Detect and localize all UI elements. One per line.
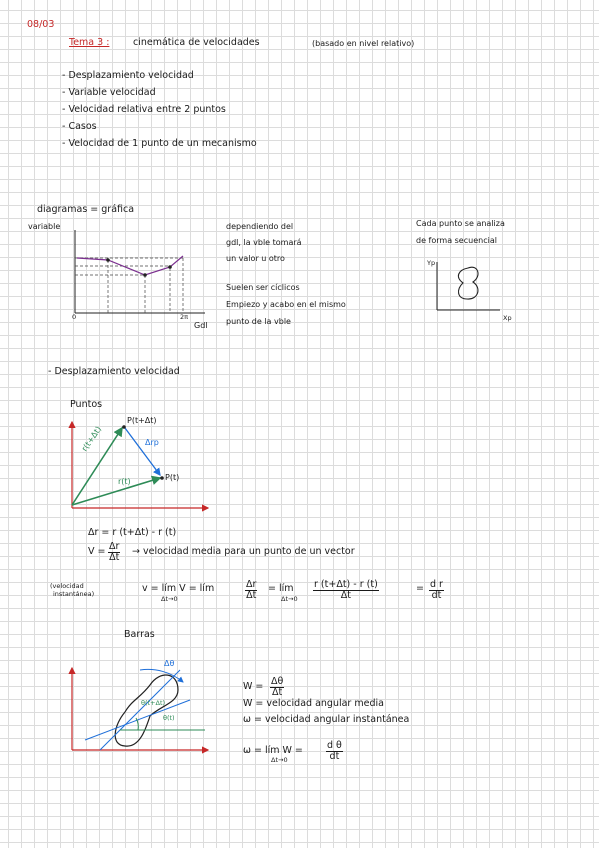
inst-v-eq: v = lím V = lím — [142, 583, 215, 594]
barras-heading: Barras — [124, 629, 155, 640]
right-note: Cada punto se analiza — [416, 219, 505, 228]
section2-heading: - Desplazamiento velocidad — [48, 366, 180, 377]
inst-d-den: dt — [431, 589, 442, 601]
topic-item: - Velocidad de 1 punto de un mecanismo — [62, 138, 257, 149]
two-pi-tick: 2π — [180, 313, 189, 321]
w-den: Δt — [272, 686, 283, 698]
eq-delta-r: Δr = r (t+Δt) - r (t) — [88, 527, 177, 538]
cycles-note: punto de la vble — [226, 317, 291, 326]
eq-v-note: → velocidad media para un punto de un vector — [132, 546, 355, 557]
cycles-note: Suelen ser cíclicos — [226, 283, 300, 292]
vector-r-t-dt: r(t+Δt) — [80, 424, 104, 454]
topic-item: - Casos — [62, 121, 97, 132]
origin-label: 0 — [72, 313, 77, 321]
topic-item: - Desplazamiento velocidad — [62, 70, 194, 81]
right-note: de forma secuencial — [416, 236, 497, 245]
page-title: cinemática de velocidades — [133, 37, 260, 48]
topic-item: - Velocidad relativa entre 2 puntos — [62, 104, 226, 115]
w-num: Δθ — [271, 676, 284, 687]
y-axis-label: variable — [28, 222, 61, 231]
point-p-t: P(t) — [165, 473, 180, 482]
yp-label: Yp — [427, 259, 436, 267]
inst-lim-sub-2: Δt→0 — [281, 595, 298, 603]
diagram-desc: un valor u otro — [226, 254, 285, 263]
w-fraction — [270, 677, 284, 698]
inst-big-den: Δt — [340, 589, 351, 601]
eq-v-den: Δt — [109, 551, 120, 563]
inst-eq-lim: = lím — [268, 583, 294, 594]
eq-v-lhs: V = — [88, 546, 106, 557]
theta-t-dt-label: θ(t+Δt) — [141, 699, 166, 707]
diagram-desc: dependiendo del — [226, 222, 294, 231]
point-p-t-dt: P(t+Δt) — [127, 416, 157, 425]
delta-rp-label: Δrp — [145, 438, 159, 447]
w-lhs: W = — [243, 681, 264, 692]
w-derivative-fraction — [326, 741, 343, 762]
w-inst-def: ω = velocidad angular instantánea — [243, 714, 410, 725]
w-d-num: d θ — [327, 740, 342, 751]
tema-label: Tema 3 : — [69, 37, 110, 48]
inst-big-num: r (t+Δt) - r (t) — [314, 579, 378, 590]
xp-label: Xp — [503, 314, 512, 322]
x-axis-label: Gdl — [194, 321, 208, 330]
diagram-heading: diagramas = gráfica — [37, 204, 135, 215]
inst-lim-sub: Δt→0 — [161, 595, 178, 603]
inst-frac-den: Δt — [246, 589, 257, 601]
w-lim-eq: ω = lím W = — [243, 745, 303, 756]
inst-label: (velocidad — [50, 582, 84, 590]
w-media-def: W = velocidad angular media — [243, 698, 384, 709]
title-note: (basado en nivel relativo) — [312, 39, 415, 48]
inst-equals: = — [416, 583, 424, 594]
eq-v-num: Δr — [109, 541, 120, 552]
inst-d-num: d r — [430, 579, 443, 590]
w-lim-sub: Δt→0 — [271, 756, 288, 764]
delta-theta-label: Δθ — [164, 659, 175, 668]
cycles-note: Empiezo y acabo en el mismo — [226, 300, 346, 309]
inst-label: instantánea) — [53, 590, 95, 598]
vector-r-t: r(t) — [118, 477, 131, 486]
puntos-label: Puntos — [70, 399, 103, 410]
page-date: 08/03 — [27, 19, 55, 30]
theta-t-label: θ(t) — [163, 714, 175, 722]
inst-frac-num: Δr — [246, 579, 257, 590]
topic-item: - Variable velocidad — [62, 87, 156, 98]
w-d-den: dt — [329, 750, 340, 762]
diagram-desc: gdl, la vble tomará — [226, 238, 302, 247]
